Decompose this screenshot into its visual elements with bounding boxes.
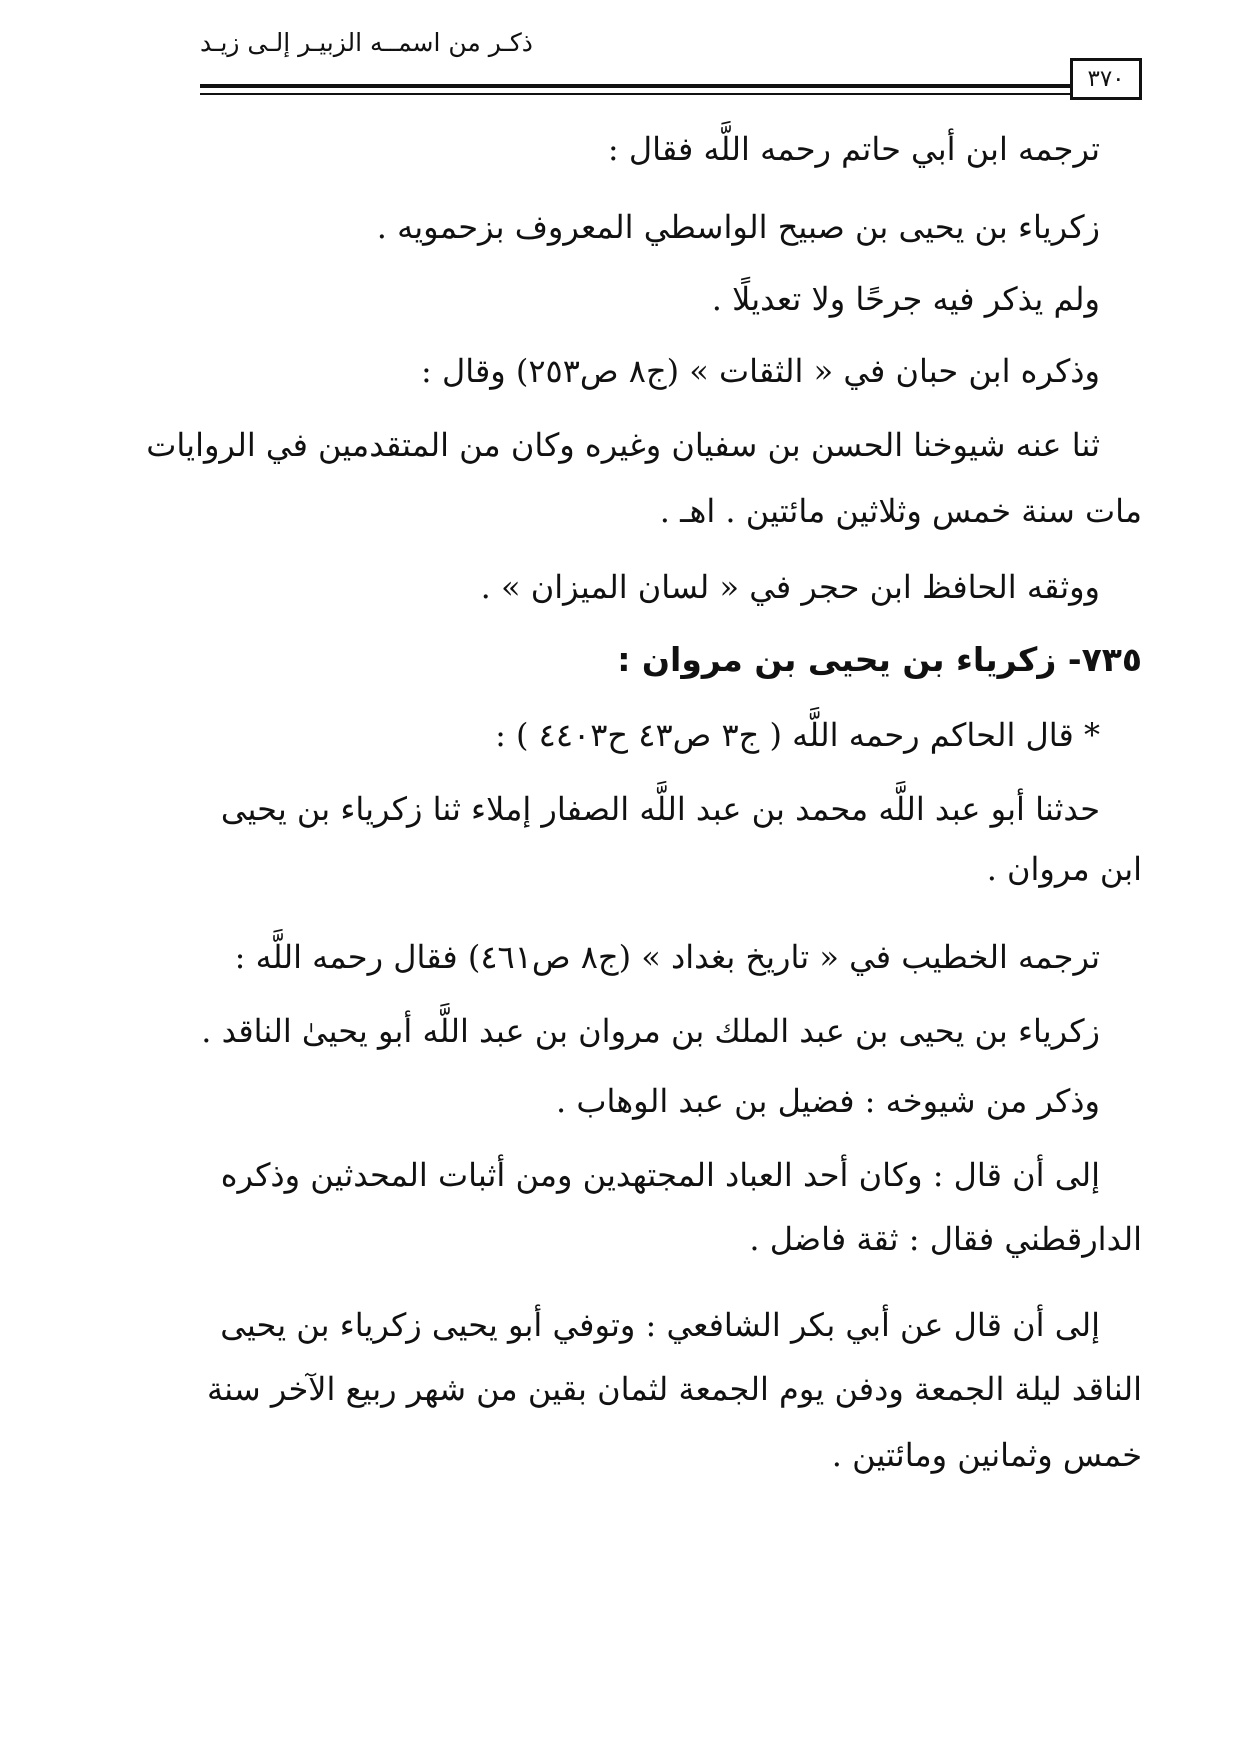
- text-line: زكرياء بن يحيى بن صبيح الواسطي المعروف بزحمويه .: [376, 208, 1100, 246]
- text-line: خمس وثمانين ومائتين .: [831, 1436, 1142, 1474]
- text-line: الدارقطني فقال : ثقة فاضل .: [749, 1220, 1142, 1258]
- page-number: ٣٧٠: [1070, 58, 1142, 100]
- entry-heading: ٧٣٥- زكرياء بن يحيى بن مروان :: [617, 640, 1142, 679]
- text-line: ووثقه الحافظ ابن حجر في « لسان الميزان » .: [480, 568, 1100, 606]
- text-line: ترجمه الخطيب في « تاريخ بغداد » (ج٨ ص٤٦١) فقال رحمه اللَّه :: [234, 938, 1100, 976]
- text-line: مات سنة خمس وثلاثين مائتين . اهـ .: [659, 492, 1142, 530]
- text-line: وذكر من شيوخه : فضيل بن عبد الوهاب .: [555, 1082, 1100, 1120]
- text-line: وذكره ابن حبان في « الثقات » (ج٨ ص٢٥٣) وقال :: [421, 352, 1100, 390]
- text-line: * قال الحاكم رحمه اللَّه ( ج٣ ص٤٣ ح٤٤٠٣ ) :: [495, 716, 1100, 754]
- text-line: ولم يذكر فيه جرحًا ولا تعديلًا .: [711, 280, 1100, 318]
- header-rule-thin: [200, 93, 1088, 95]
- text-line: ترجمه ابن أبي حاتم رحمه اللَّه فقال :: [607, 130, 1100, 168]
- running-header-title: ذكـر من اسمــه الزبيـر إلـى زيـد: [200, 28, 533, 57]
- text-line: الناقد ليلة الجمعة ودفن يوم الجمعة لثمان بقين من شهر ربيع الآخر سنة: [207, 1370, 1142, 1408]
- text-line: إلى أن قال : وكان أحد العباد المجتهدين ومن أثبات المحدثين وذكره: [220, 1156, 1100, 1194]
- header-rule-thick: [200, 84, 1088, 88]
- text-line: ابن مروان .: [986, 850, 1142, 888]
- text-line: زكرياء بن يحيى بن عبد الملك بن مروان بن عبد اللَّه أبو يحيىٰ الناقد .: [201, 1012, 1100, 1050]
- text-line: ثنا عنه شيوخنا الحسن بن سفيان وغيره وكان من المتقدمين في الروايات: [146, 426, 1100, 464]
- text-line: حدثنا أبو عبد اللَّه محمد بن عبد اللَّه الصفار إملاء ثنا زكرياء بن يحيى: [220, 790, 1100, 828]
- text-line: إلى أن قال عن أبي بكر الشافعي : وتوفي أبو يحيى زكرياء بن يحيى: [220, 1306, 1100, 1344]
